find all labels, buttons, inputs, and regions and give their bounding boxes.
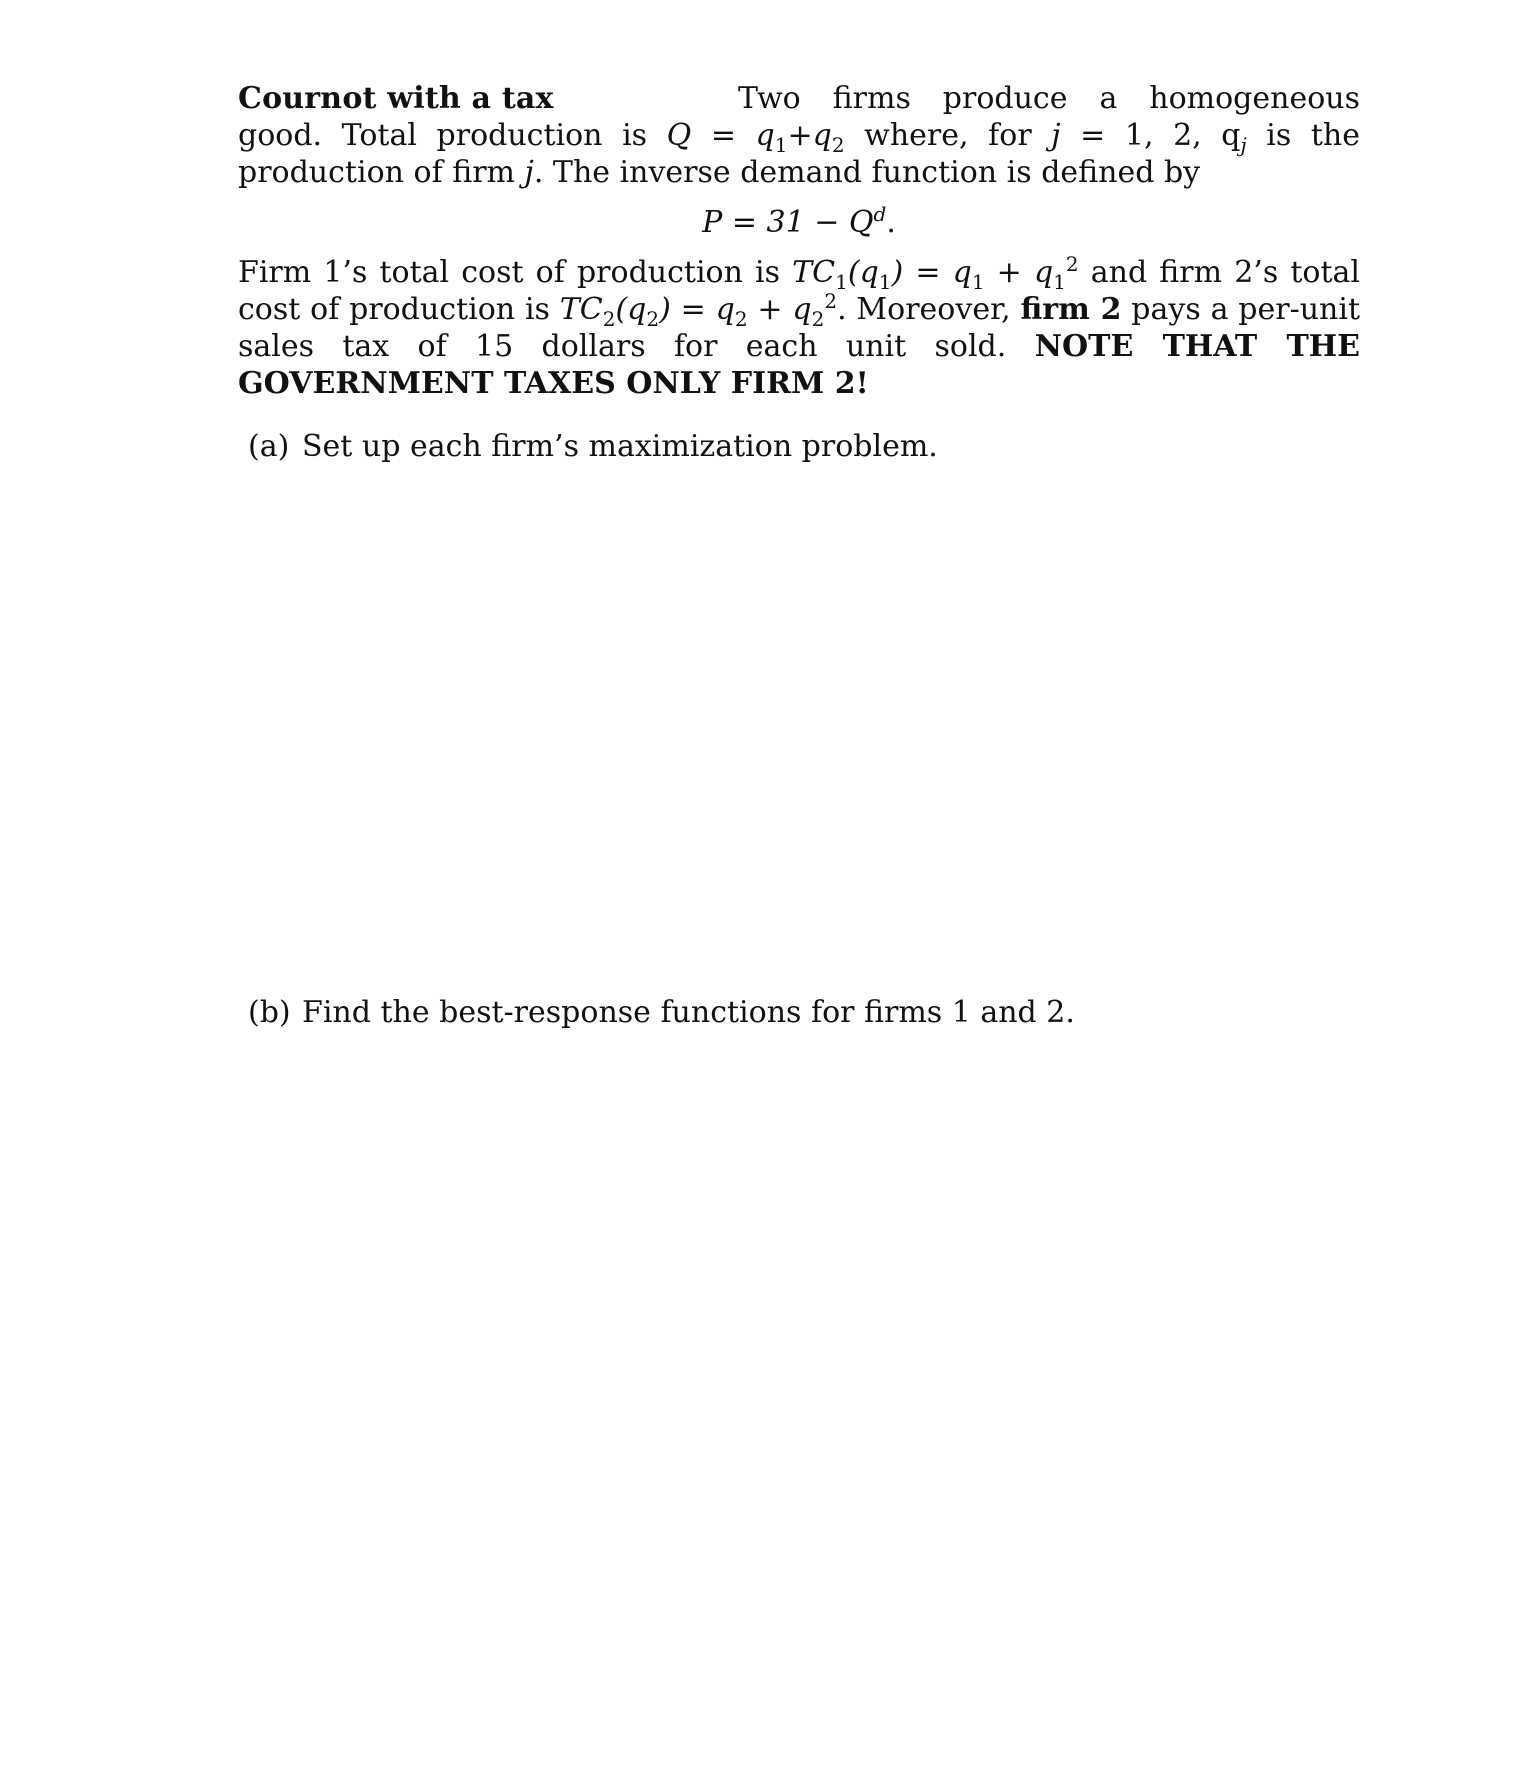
intro-text-1: Two firms produce a homogeneous good. Total production is [238, 81, 1360, 153]
tc1-square-superscript: 2 [1065, 252, 1079, 276]
tc1-symbol: TC [792, 255, 836, 290]
intro-paragraph [238, 80, 1360, 191]
tc2-square-subscript: 2 [811, 307, 825, 331]
subscript-2: 2 [831, 133, 845, 157]
intro-text-2: where, for [844, 118, 1052, 153]
part-a-text: Set up each firm’s maximization problem. [302, 429, 938, 464]
firm-j-variable: j [524, 155, 534, 190]
inverse-demand-equation [238, 204, 1360, 241]
plus-q-symbol: +q [787, 118, 832, 153]
tc2-plus: + q [747, 292, 812, 327]
firm-2-emphasis: firm 2 [1020, 292, 1122, 327]
demand-period: . [886, 205, 896, 240]
problem-title: Cournot with a tax [238, 81, 554, 116]
tc2-argument: (q [615, 292, 647, 327]
tc1-rhs: ) = q [891, 255, 972, 290]
problem-statement [238, 80, 1360, 402]
tc2-arg-subscript: 2 [646, 307, 660, 331]
cost-text-3: . Moreover, [837, 292, 1021, 327]
tc1-argument: (q [847, 255, 879, 290]
subscript-j: j [1240, 133, 1247, 157]
tc1-plus: + q [984, 255, 1054, 290]
tc2-symbol: TC [559, 292, 603, 327]
j-values: = 1, 2, q [1060, 118, 1241, 153]
tc1-square-subscript: 1 [1053, 270, 1066, 294]
j-variable: j [1051, 118, 1061, 153]
tax-note: NOTE THAT THE GOVERNMENT TAXES ONLY FIRM 2! [238, 329, 1360, 401]
tc2-subscript: 2 [602, 307, 616, 331]
tc2-square-superscript: 2 [824, 289, 838, 313]
tc1-rhs-subscript: 1 [971, 270, 985, 294]
cost-text-2: and firm 2’s total cost of production is [238, 255, 1360, 327]
part-b [248, 994, 1075, 1031]
tc1-subscript: 1 [835, 270, 848, 294]
cost-text-4: pays a per-unit sales tax of 15 dollars for each unit sold. [238, 292, 1361, 364]
part-a [248, 428, 938, 465]
tc2-rhs: ) = q [659, 292, 735, 327]
tc2-rhs-subscript: 2 [734, 307, 748, 331]
subscript-1: 1 [774, 133, 788, 157]
tc1-arg-subscript: 1 [878, 270, 892, 294]
part-b-text: Find the best-response functions for firms 1 and 2. [302, 995, 1075, 1030]
intro-text-4: . The inverse demand function is defined by [533, 155, 1201, 190]
part-a-label: (a) [248, 429, 290, 464]
cost-text-1: Firm 1’s total cost of production is [238, 255, 793, 290]
intro-text-3: is the production of firm [238, 118, 1360, 190]
cost-paragraph [238, 254, 1360, 402]
demand-equation-body: P = 31 − Q [702, 205, 874, 240]
part-b-label: (b) [248, 995, 291, 1030]
total-production-symbol: Q = q [666, 118, 775, 153]
demand-superscript: d [873, 202, 887, 226]
